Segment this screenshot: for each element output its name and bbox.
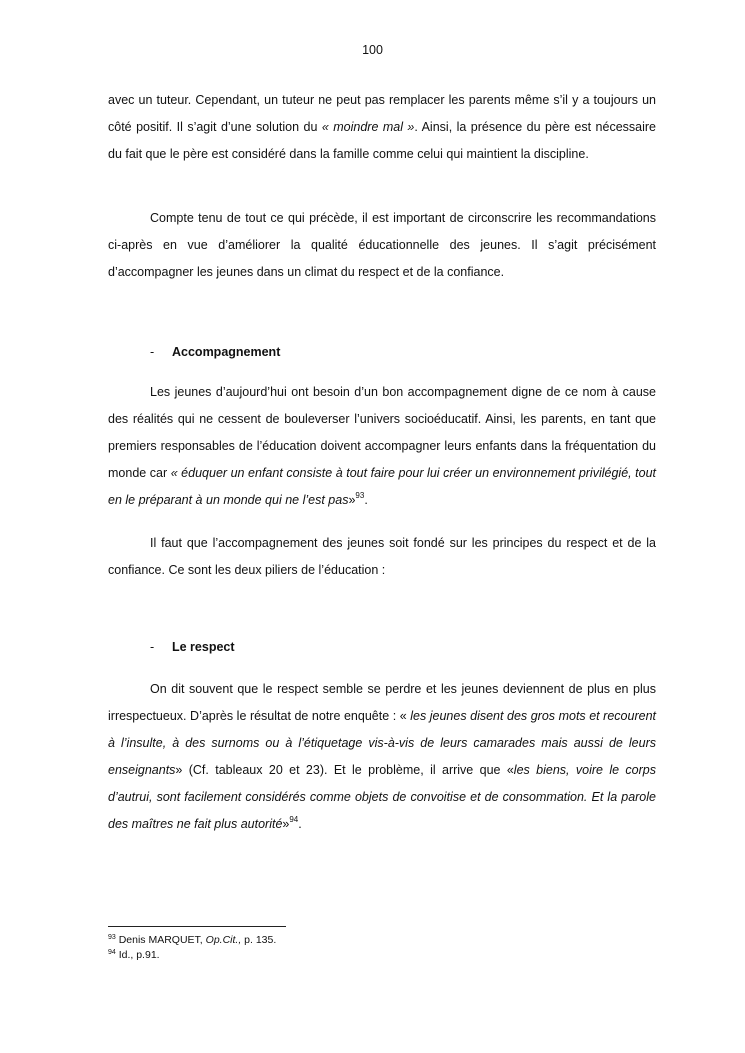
footnote-work-title: Op.Cit., <box>205 934 242 946</box>
heading-text: Accompagnement <box>172 345 281 359</box>
quote-close: » <box>282 817 290 831</box>
footnote-number: 94 <box>108 949 116 956</box>
paragraph-accompagnement <box>108 379 656 514</box>
footnote-text: p. 135. <box>241 934 277 946</box>
heading-respect <box>150 637 235 657</box>
footnote-text: Denis MARQUET, <box>115 934 206 946</box>
italic-quote: « moindre mal » <box>321 120 415 134</box>
paragraph-text: . Ainsi, la présence du père est nécessaire du fait que le père est considéré dans la famille comme celui qui maintient la discipline. <box>108 120 657 161</box>
paragraph-text: Les jeunes d’aujourd’hui ont besoin d’un bon accompagnement digne de ce nom à cause des réalités qui ne cessent de bouleverser l’univers socioéducatif. Ainsi, les parents, en tant que premiers responsables de l’éducation doivent accompagner leurs enfants dans la fréquentation du monde car <box>108 385 656 480</box>
paragraph-tuteur <box>108 87 656 168</box>
heading-dash: - <box>150 640 155 654</box>
paragraph-text: » (Cf. tableaux 20 et 23). Et le problème, il arrive que « <box>175 763 514 777</box>
italic-quote: « éduquer un enfant consiste à tout faire pour lui créer un environnement privilégié, tout en le préparant à un monde qui ne l’est pas <box>108 466 657 507</box>
footnote-text: Id., p.91. <box>115 949 160 961</box>
paragraph-recommandations: Compte tenu de tout ce qui précède, il est important de circonscrire les recommandations ci-après en vue d’améliorer la qualité éducationnelle des jeunes. Il s’agit précisément d’accompagner les jeunes dans un climat du respect et de la confiance. <box>108 211 656 279</box>
quote-close: » <box>348 493 356 507</box>
heading-dash: - <box>150 345 155 359</box>
paragraph-respect <box>108 676 656 838</box>
italic-quote: les biens, voire le corps d’autrui, sont facilement considérés comme objets de convoitise et de consommation. Et la parole des maîtres ne fait plus autorité <box>108 763 656 831</box>
paragraph-text: On dit souvent que le respect semble se perdre et les jeunes deviennent de plus en plus irrespectueux. D’après le résultat de notre enquête : « <box>108 682 656 723</box>
footnote-94 <box>108 948 160 962</box>
page-number: 100 <box>362 43 383 57</box>
footnote-ref[interactable]: 93 <box>355 491 365 500</box>
heading-accompagnement <box>150 342 280 362</box>
footnote-ref[interactable]: 94 <box>289 815 299 824</box>
paragraph-piliers: Il faut que l’accompagnement des jeunes soit fondé sur les principes du respect et de la confiance. Ce sont les deux piliers de l’éducation : <box>108 536 656 577</box>
footnote-divider <box>108 926 286 927</box>
footnote-93 <box>108 933 276 947</box>
paragraph-text: . <box>298 817 302 831</box>
paragraph-text: . <box>364 493 368 507</box>
paragraph-text: avec un tuteur. Cependant, un tuteur ne peut pas remplacer les parents même s’il y a toujours un côté positif. Il s’agit d’une solution du <box>108 93 656 134</box>
heading-text: Le respect <box>172 640 235 654</box>
italic-quote: les jeunes disent des gros mots et recourent à l’insulte, à des surnoms ou à l’étiquetage vis-à-vis de leurs camarades mais aussi de leurs enseignants <box>108 709 656 777</box>
footnote-number: 93 <box>108 934 116 941</box>
